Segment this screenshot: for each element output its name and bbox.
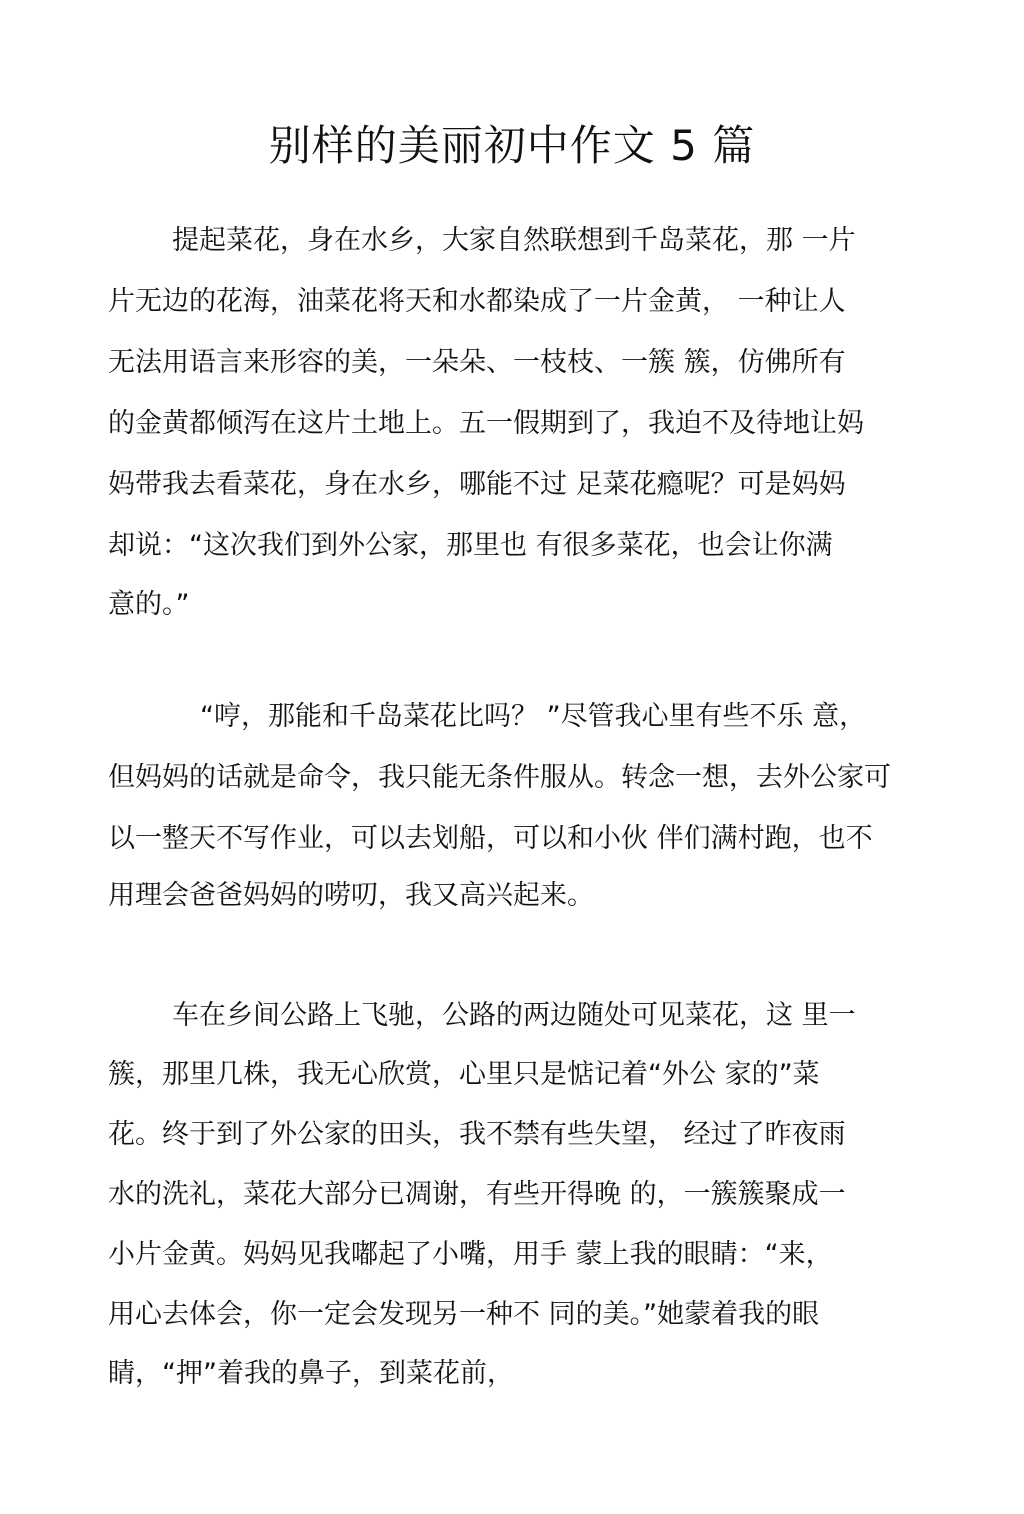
paragraph-line: 花。终于到了外公家的田头，我不禁有些失望， 经过了昨夜雨 bbox=[108, 1119, 846, 1150]
paragraph-line: 但妈妈的话就是命令，我只能无条件服从。转念一想，去外公家可 bbox=[108, 762, 891, 793]
paragraph-line: 车在乡间公路上飞驰，公路的两边随处可见菜花，这 里一 bbox=[172, 1000, 856, 1031]
paragraph-line: 意的。” bbox=[108, 589, 190, 620]
paragraph-line: 簇，那里几株，我无心欣赏，心里只是惦记着“外公 家的”菜 bbox=[108, 1059, 820, 1090]
paragraph-line: 用心去体会，你一定会发现另一种不 同的美。”她蒙着我的眼 bbox=[108, 1299, 820, 1330]
document-title: 别样的美丽初中作文 5 篇 bbox=[268, 121, 756, 171]
paragraph-line: 无法用语言来形容的美，一朵朵、一枝枝、一簇 簇，仿佛所有 bbox=[108, 347, 846, 378]
paragraph-line: 以一整天不写作业，可以去划船，可以和小伙 伴们满村跑，也不 bbox=[108, 823, 873, 854]
paragraph-line: 却说：“这次我们到外公家，那里也 有很多菜花，也会让你满 bbox=[108, 530, 833, 561]
paragraph-line: 妈带我去看菜花，身在水乡，哪能不过 足菜花瘾呢？可是妈妈 bbox=[108, 469, 846, 500]
paragraph-line: 水的洗礼，菜花大部分已凋谢，有些开得晚 的，一簇簇聚成一 bbox=[108, 1179, 846, 1210]
paragraph-line: “哼，那能和千岛菜花比吗？ ”尽管我心里有些不乐 意， bbox=[200, 701, 867, 732]
paragraph-line: 提起菜花，身在水乡，大家自然联想到千岛菜花，那 一片 bbox=[172, 225, 856, 256]
paragraph-line: 小片金黄。妈妈见我嘟起了小嘴，用手 蒙上我的眼睛：“来， bbox=[108, 1239, 833, 1270]
paragraph-line: 睛，“押”着我的鼻子，到菜花前， bbox=[108, 1358, 514, 1389]
paragraph-line: 的金黄都倾泻在这片土地上。五一假期到了，我迫不及待地让妈 bbox=[108, 408, 864, 439]
paragraph-line: 片无边的花海，油菜花将天和水都染成了一片金黄， 一种让人 bbox=[108, 286, 846, 317]
paragraph-line: 用理会爸爸妈妈的唠叨，我又高兴起来。 bbox=[108, 880, 594, 911]
